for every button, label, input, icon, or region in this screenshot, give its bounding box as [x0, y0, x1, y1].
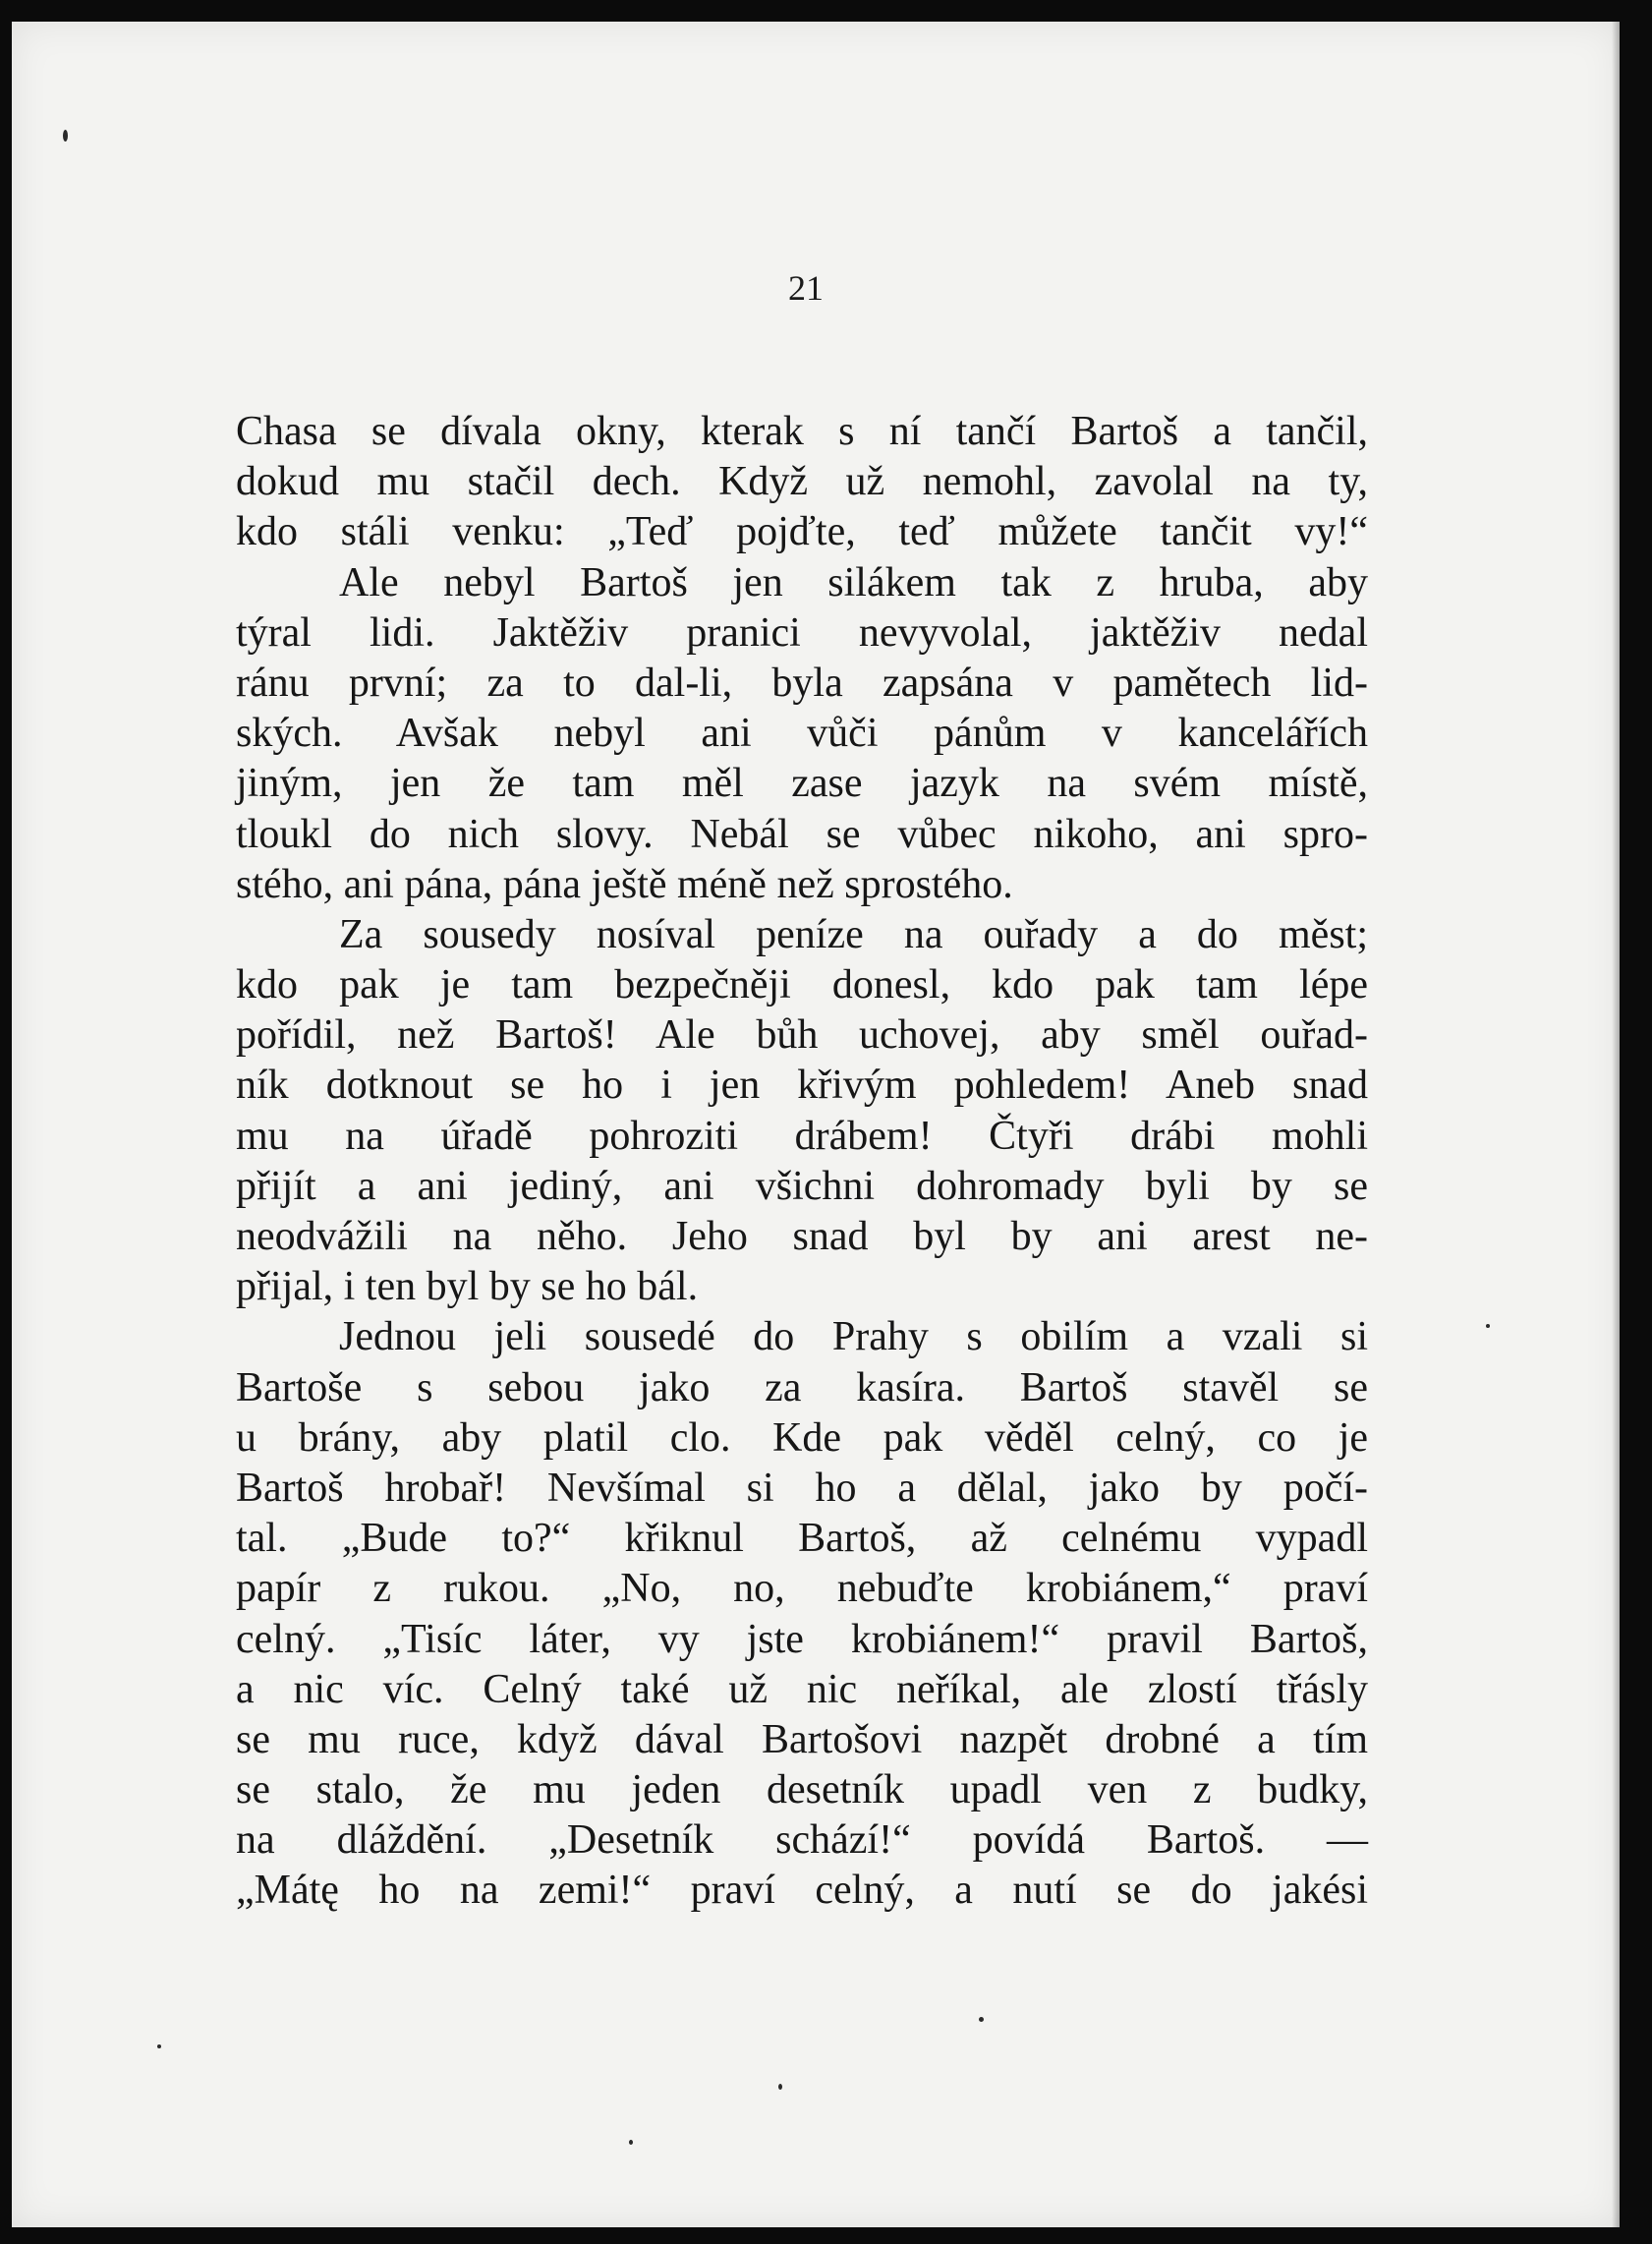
text-line: jiným, jen že tam měl zase jazyk na svém místě,: [236, 761, 1368, 807]
text-line: „Mátę ho na zemi!“ praví celný, a nutí se do jakési: [236, 1868, 1368, 1914]
text-line: mu na úřadě pohroziti drábem! Čtyři drábi mohli: [236, 1113, 1368, 1159]
text-line: ránu první; za to dal-li, byla zapsána v pamětech lid-: [236, 660, 1368, 706]
scan-speck: [629, 2140, 633, 2145]
text-line: a nic víc. Celný také už nic neříkal, ale zlostí třásly: [236, 1666, 1368, 1712]
text-line: Bartoš hrobař! Nevšímal si ho a dělal, jako by počí-: [236, 1465, 1368, 1511]
text-line: Jednou jeli sousedé do Prahy s obilím a vzali si: [339, 1314, 1368, 1360]
scan-speck: [63, 130, 68, 142]
text-line: se stalo, že mu jeden desetník upadl ven z budky,: [236, 1767, 1368, 1813]
text-line: u brány, aby platil clo. Kde pak věděl celný, co je: [236, 1414, 1368, 1461]
text-line: Bartoše s sebou jako za kasíra. Bartoš stavěl se: [236, 1364, 1368, 1410]
text-line: na dláždění. „Desetník schází!“ povídá Bartoš. —: [236, 1817, 1368, 1864]
text-line: ských. Avšak nebyl ani vůči pánům v kancelářích: [236, 711, 1368, 757]
text-line: kdo stáli venku: „Teď pojďte, teď můžete tančit vy!“: [236, 509, 1368, 555]
text-line: přijal, i ten byl by se ho bál.: [236, 1264, 699, 1310]
text-line: neodvážili na něho. Jeho snad byl by ani arest ne-: [236, 1214, 1368, 1259]
scan-speck: [778, 2084, 782, 2090]
book-page: [12, 22, 1620, 2227]
body-text: [236, 407, 1368, 1917]
text-line: Za sousedy nosíval peníze na ouřady a do měst;: [339, 911, 1368, 957]
text-line: stého, ani pána, pána ještě méně než sprostého.: [236, 861, 1013, 907]
text-line: kdo pak je tam bezpečněji donesl, kdo pak tam lépe: [236, 962, 1368, 1008]
text-line: tloukl do nich slovy. Nebál se vůbec nikoho, ani spro-: [236, 811, 1368, 857]
scan-speck: [979, 2017, 984, 2022]
text-line: týral lidi. Jaktěživ pranici nevyvolal, jaktěživ nedal: [236, 609, 1368, 656]
text-line: Ale nebyl Bartoš jen silákem tak z hruba, aby: [339, 559, 1368, 605]
text-line: dokud mu stačil dech. Když už nemohl, zavolal na ty,: [236, 459, 1368, 505]
text-line: Chasa se dívala okny, kterak s ní tančí Bartoš a tančil,: [236, 409, 1368, 454]
text-line: se mu ruce, když dával Bartošovi nazpět drobné a tím: [236, 1716, 1368, 1762]
text-line: přijít a ani jediný, ani všichni dohromady byli by se: [236, 1163, 1368, 1209]
scan-speck: [157, 2044, 161, 2048]
scan-speck: [1486, 1324, 1490, 1328]
text-line: ník dotknout se ho i jen křivým pohledem! Aneb snad: [236, 1063, 1368, 1109]
text-line: papír z rukou. „No, no, nebuďte krobiánem,“ praví: [236, 1566, 1368, 1612]
text-line: tal. „Bude to?“ křiknul Bartoš, až celnému vypadl: [236, 1516, 1368, 1562]
text-line: pořídil, než Bartoš! Ale bůh uchovej, aby směl ouřad-: [236, 1012, 1368, 1059]
page-number: 21: [788, 268, 824, 308]
text-line: celný. „Tisíc láter, vy jste krobiánem!“ pravil Bartoš,: [236, 1616, 1368, 1662]
